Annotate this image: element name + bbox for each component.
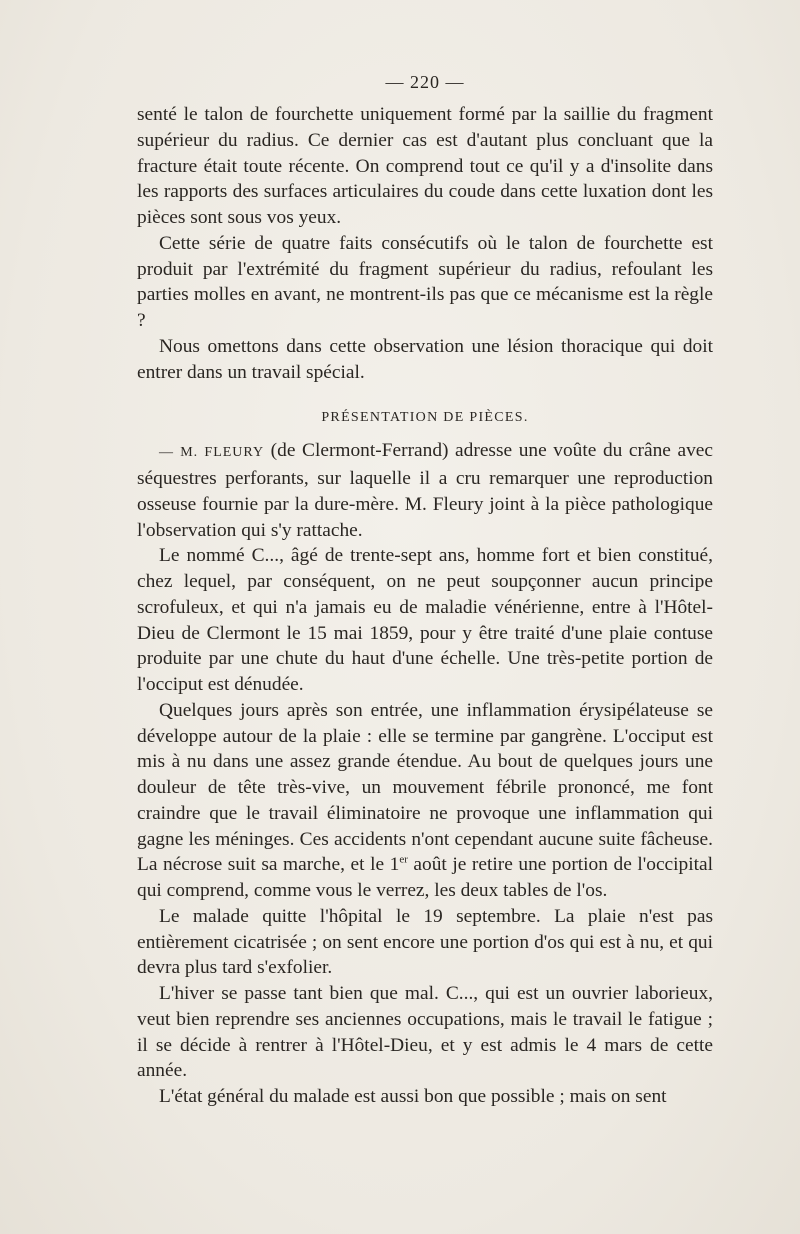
page-number: — 220 — [385, 72, 465, 92]
speaker-name: — M. FLEURY [159, 445, 265, 461]
paragraph-9: L'état général du malade est aussi bon que possible ; mais on sent [159, 1086, 667, 1107]
paragraph-6-text-b: août je retire une portion de l'occipital qui comprend, comme vous le verrez, les deux tables de l'os. [137, 854, 714, 901]
paragraph-1: senté le talon de fourchette uniquement formé par la saillie du fragment supérieur du radius. Ce dernier cas est d'autant plus concluant que la fracture était toute récente. On comprend tout ce qu'il y a d'insolite dans les rapports des surfaces articulaires du coude dans cette luxation dont les pièces sont sous vos yeux. [137, 104, 713, 228]
document-body [137, 64, 713, 1110]
paragraph-6-text-a: Quelques jours après son entrée, une inflammation érysipélateuse se développe autour de la plaie : elle se termine par gangrène. L'occiput est mis à nu dans une assez grande étendue. Au bout de quelques jours une douleur de tête très-vive, un mouvement fébrile prononcé, me font craindre que le travail éliminatoire ne provoque une inflammation qui gagne les méninges. Ces accidents n'ont cependant aucune suite fâcheuse. La nécrose suit sa marche, et le 1 [137, 699, 713, 876]
section-heading: PRÉSENTATION DE PIÈCES. [321, 410, 529, 426]
paragraph-4 [137, 438, 713, 543]
paragraph-4-text: (de Clermont-Ferrand) adresse une voûte du crâne avec séquestres perforants, sur laquelle il a cru remarquer une reproduction osseuse fournie par la dure-mère. M. Fleury joint à la pièce pathologique l'observation qui s'y rattache. [137, 440, 713, 541]
paragraph-3: Nous omettons dans cette observation une lésion thoracique qui doit entrer dans un travail spécial. [137, 335, 713, 383]
ordinal-superscript: er [399, 853, 408, 866]
paragraph-8: L'hiver se passe tant bien que mal. C..., qui est un ouvrier laborieux, veut bien reprendre ses anciennes occupations, mais le travail le fatigue ; il se décide à rentrer à l'Hôtel-Dieu, et y est admis le 4 mars de cette année. [137, 983, 713, 1082]
paragraph-7: Le malade quitte l'hôpital le 19 septembre. La plaie n'est pas entièrement cicatrisée ; on sent encore une portion d'os qui est à nu, et qui devra plus tard s'exfolier. [137, 905, 713, 979]
paragraph-5: Le nommé C..., âgé de trente-sept ans, homme fort et bien constitué, chez lequel, par conséquent, on ne peut soupçonner aucun principe scrofuleux, et qui n'a jamais eu de maladie vénérienne, entre à l'Hôtel-Dieu de Clermont le 15 mai 1859, pour y être traité d'une plaie contuse produite par une chute du haut d'une échelle. Une très-petite portion de l'occiput est dénudée. [137, 545, 713, 695]
paragraph-2: Cette série de quatre faits consécutifs où le talon de fourchette est produit par l'extrémité du fragment supérieur du radius, refoulant les parties molles en avant, ne montrent-ils pas que ce mécanisme est la règle ? [137, 232, 713, 331]
paragraph-6 [137, 698, 713, 904]
